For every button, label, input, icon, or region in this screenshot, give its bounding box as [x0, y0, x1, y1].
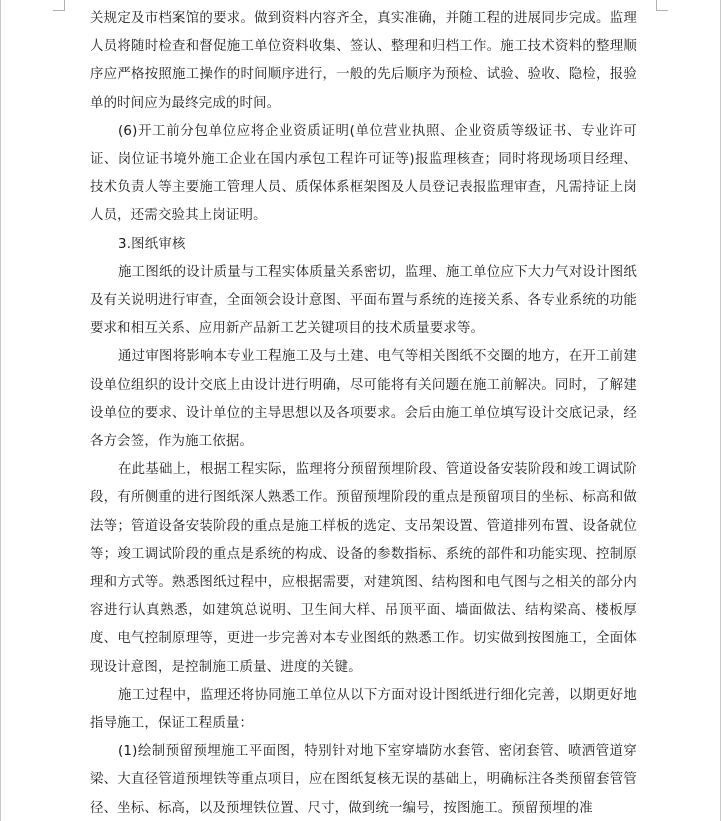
paragraph-drawing-quality: 施工图纸的设计质量与工程实体质量关系密切，监理、施工单位应下大力气对设计图纸及有关说明进行审查，全面领会设计意图、平面布置与系统的连接关系、各专业系统的功能要求和相互关系、应用新产品新工艺关键项目的技术质量要求等。: [90, 264, 637, 337]
paragraph-archive-requirements: 关规定及市档案馆的要求。做到资料内容齐全，真实准确，并随工程的进展同步完成。监理人员将随时检查和督促施工单位资料收集、签认、整理和归档工作。施工技术资料的整理顺序应严格按照施工操作的时间顺序进行，一般的先后顺序为预检、试验、验收、隐检，报验单的时间应为最终完成的时间。: [90, 11, 637, 111]
document-body[interactable]: [90, 5, 637, 821]
page-corner-mark-left: [53, 0, 65, 11]
paragraph-drawing-refinement: 施工过程中，监理还将协同施工单位从以下方面对设计图纸进行细化完善，以期更好地指导施工，保证工程质量：: [90, 687, 637, 732]
paragraph-stage-focus: 在此基础上，根据工程实际，监理将分预留预埋阶段、管道设备安装阶段和竣工调试阶段，有所侧重的进行图纸深人熟悉工作。预留预埋阶段的重点是预留项目的坐标、标高和做法等；管道设备安装阶段的重点是施工样板的选定、支吊架设置、管道排列布置、设备就位等；竣工调试阶段的重点是系统的构成、设备的参数指标、系统的部件和功能实现、控制原理和方式等。熟悉图纸过程中，应根据需要，对建筑图、结构图和电气图与之相关的部分内容进行认真熟悉，如建筑总说明、卫生间大样、吊顶平面、墙面做法、结构梁高、楼板厚度、电气控制原理等，更进一步完善对本专业图纸的熟悉工作。切实做到按图施工，全面体现设计意图，是控制施工质量、进度的关键。: [90, 462, 637, 675]
page-corner-mark-right: [656, 0, 668, 11]
paragraph-subcontractor-qualification: (6)开工前分包单位应将企业资质证明(单位营业执照、企业资质等级证书、专业许可证、岗位证书境外施工企业在国内承包工程许可证等)报监理核查；同时将现场项目经理、技术负责人等主要施工管理人员、质保体系框架图及人员登记表报监理审查，凡需持证上岗人员，还需交验其上岗证明。: [90, 123, 637, 224]
document-page[interactable]: [1, 0, 720, 821]
paragraph-embedded-parts-plan: (1)绘制预留预埋施工平面图，特别针对地下室穿墙防水套管、密闭套管、喷洒管道穿梁、大直径管道预埋铁等重点项目，应在图纸复核无误的基础上，明确标注各类预留套管管径、坐标、标高，以及预埋铁位置、尺寸，做到统一编号，按图施工。预留预埋的准: [90, 744, 637, 816]
section-heading-drawing-review: 3.图纸审核: [118, 236, 186, 252]
paragraph-design-disclosure: 通过审图将影响本专业工程施工及与土建、电气等相关图纸不交圈的地方，在开工前建设单位组织的设计交底上由设计进行明确，尽可能将有关问题在施工前解决。同时，了解建设单位的要求、设计单位的主导思想以及各项要求。会后由施工单位填写设计交底记录，经各方会签，作为施工依据。: [90, 349, 637, 450]
